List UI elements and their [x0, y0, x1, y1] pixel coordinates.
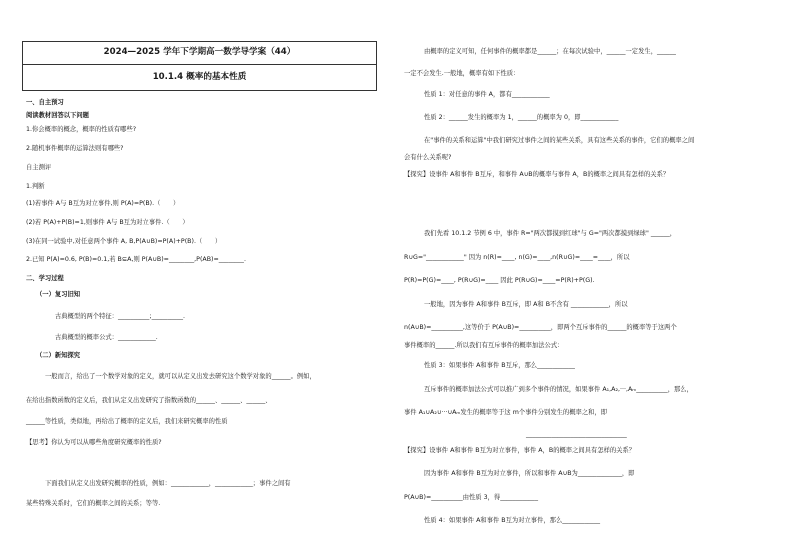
- example-line-3: P(R)=P(G)=____, P(R∪G)=____ 因此 P(R∪G)=____=P(R)+P(G).: [404, 277, 595, 284]
- property-1: 性质 1：对任意的事件 A，都有____________: [424, 91, 550, 98]
- question-2: 2.随机事件概率的运算法则有哪些?: [26, 145, 124, 152]
- new-knowledge-heading: （二）新知探究: [36, 352, 81, 359]
- properties-line-1: 下面我们从定义出发研究概率的性质，例如：____________，____________；事件之间有: [45, 480, 291, 487]
- exercise-2: 2.已知 P(A)=0.6, P(B)=0.1,若 B⊆A,则 P(A∪B)=________,P(AB)=________.: [26, 256, 246, 263]
- formula-blank: ________________________________: [526, 431, 627, 438]
- reading-prompt: 阅读教材回答以下问题: [26, 112, 89, 119]
- extension-line-1: 互斥事件的概率加法公式可以推广到多个事件的情况，如果事件 A₁,A₂,···,Aₘ__________，那么，: [424, 386, 693, 393]
- section-self-study: 一、自主预习: [26, 99, 64, 106]
- example-line-1: 我们先看 10.1.2 节例 6 中，事件 R="两次都摸到红球"与 G="两次都摸到绿球" ______，: [424, 230, 677, 237]
- relation-line-1: 在"事件的关系和运算"中我们研究过事件之间的某些关系，具有这些关系的事件，它们的概率之间: [424, 137, 695, 144]
- property-2: 性质 2：______发生的概率为 1，______的概率为 0，即____________: [424, 114, 619, 121]
- relation-line-2: 会有什么关系呢?: [404, 154, 452, 161]
- section-learning-process: 二、学习过程: [26, 275, 64, 282]
- example-line-2: R∪G="____________" 因为 n(R)=____, n(G)=____,n(R∪G)=____=____，所以: [404, 254, 630, 261]
- general-line-3: 事件概率的______.所以我们有互斥事件的概率加法公式：: [404, 342, 564, 349]
- general-line-2: n(A∪B)=__________,这等价于 P(A∪B)=__________，即两个互斥事件的______的概率等于这两个: [404, 324, 677, 331]
- definition-line-1: 由概率的定义可知，任何事件的概率都是______；在每次试验中，______一定发生，______: [424, 48, 676, 55]
- complement-line-2: P(A∪B)=__________由性质 3，得____________: [404, 494, 538, 501]
- classical-features: 古典概型的两个特征：__________;__________.: [55, 313, 186, 320]
- paragraph-line-2: 在给出指数函数的定义后，我们从定义出发研究了指数函数的______、______、______、: [26, 397, 272, 404]
- think-prompt: 【思考】你认为可以从哪些角度研究概率的性质?: [26, 439, 162, 446]
- extension-line-2: 事件 A₁∪A₂∪···∪Aₘ发生的概率等于这 m个事件分别发生的概率之和，即: [404, 409, 607, 416]
- title-divider: [23, 64, 376, 65]
- explore-mutually-exclusive: 【探究】设事件 A和事件 B互斥，和事件 A∪B的概率与事件 A，B的概率之间具有怎样的关系？: [404, 171, 670, 178]
- title-box: [22, 41, 377, 91]
- definition-line-2: 一定不会发生.一般地，概率有如下性质：: [404, 70, 520, 77]
- complement-line-1: 因为事件 A和事件 B互为对立事件，所以和事件 A∪B为______________，即: [424, 470, 635, 477]
- property-3: 性质 3：如果事件 A和事件 B互斥，那么____________: [424, 362, 575, 369]
- general-line-1: 一般地，因为事件 A和事件 B互斥，即 A和 B不含有 ____________，所以: [424, 301, 628, 308]
- review-heading: （一）复习旧知: [36, 291, 81, 298]
- property-4: 性质 4：如果事件 A和事件 B互为对立事件，那么____________: [424, 517, 601, 524]
- lesson-title: 10.1.4 概率的基本性质: [152, 72, 247, 82]
- explore-complementary: 【探究】设事件 A和事件 B互为对立事件，事件 A，B的概率之间具有怎样的关系？: [404, 447, 636, 454]
- paragraph-line-3: ______等性质，类似地，再给出了概率的定义后，我们来研究概率的性质: [26, 418, 228, 425]
- paragraph-line-1: 一般而言，给出了一个数学对象的定义，就可以从定义出发去研究这个数学对象的______。例如，: [45, 373, 316, 380]
- question-1: 1.你会概率的概念，概率的性质有哪些?: [26, 126, 137, 133]
- judge-item-1: (1)若事件 A与 B互为对立事件,则 P(A)=P(B).（ ）: [26, 200, 180, 207]
- judge-item-3: (3)在同一试验中,对任意两个事件 A, B,P(A∪B)=P(A)+P(B).（ ）: [26, 238, 222, 245]
- judge-item-2: (2)若 P(A)+P(B)=1,则事件 A与 B互为对立事件.（ ）: [26, 219, 189, 226]
- judge-heading: 1.判断: [26, 183, 45, 190]
- classical-formula: 古典概型的概率公式：____________.: [55, 334, 158, 341]
- worksheet-title: 2024—2025 学年下学期高一数学导学案（44）: [103, 47, 296, 57]
- self-test-heading: 自主测评: [26, 164, 52, 171]
- properties-line-2: 某些特殊关系时，它们的概率之间的关系；等等.: [26, 500, 161, 507]
